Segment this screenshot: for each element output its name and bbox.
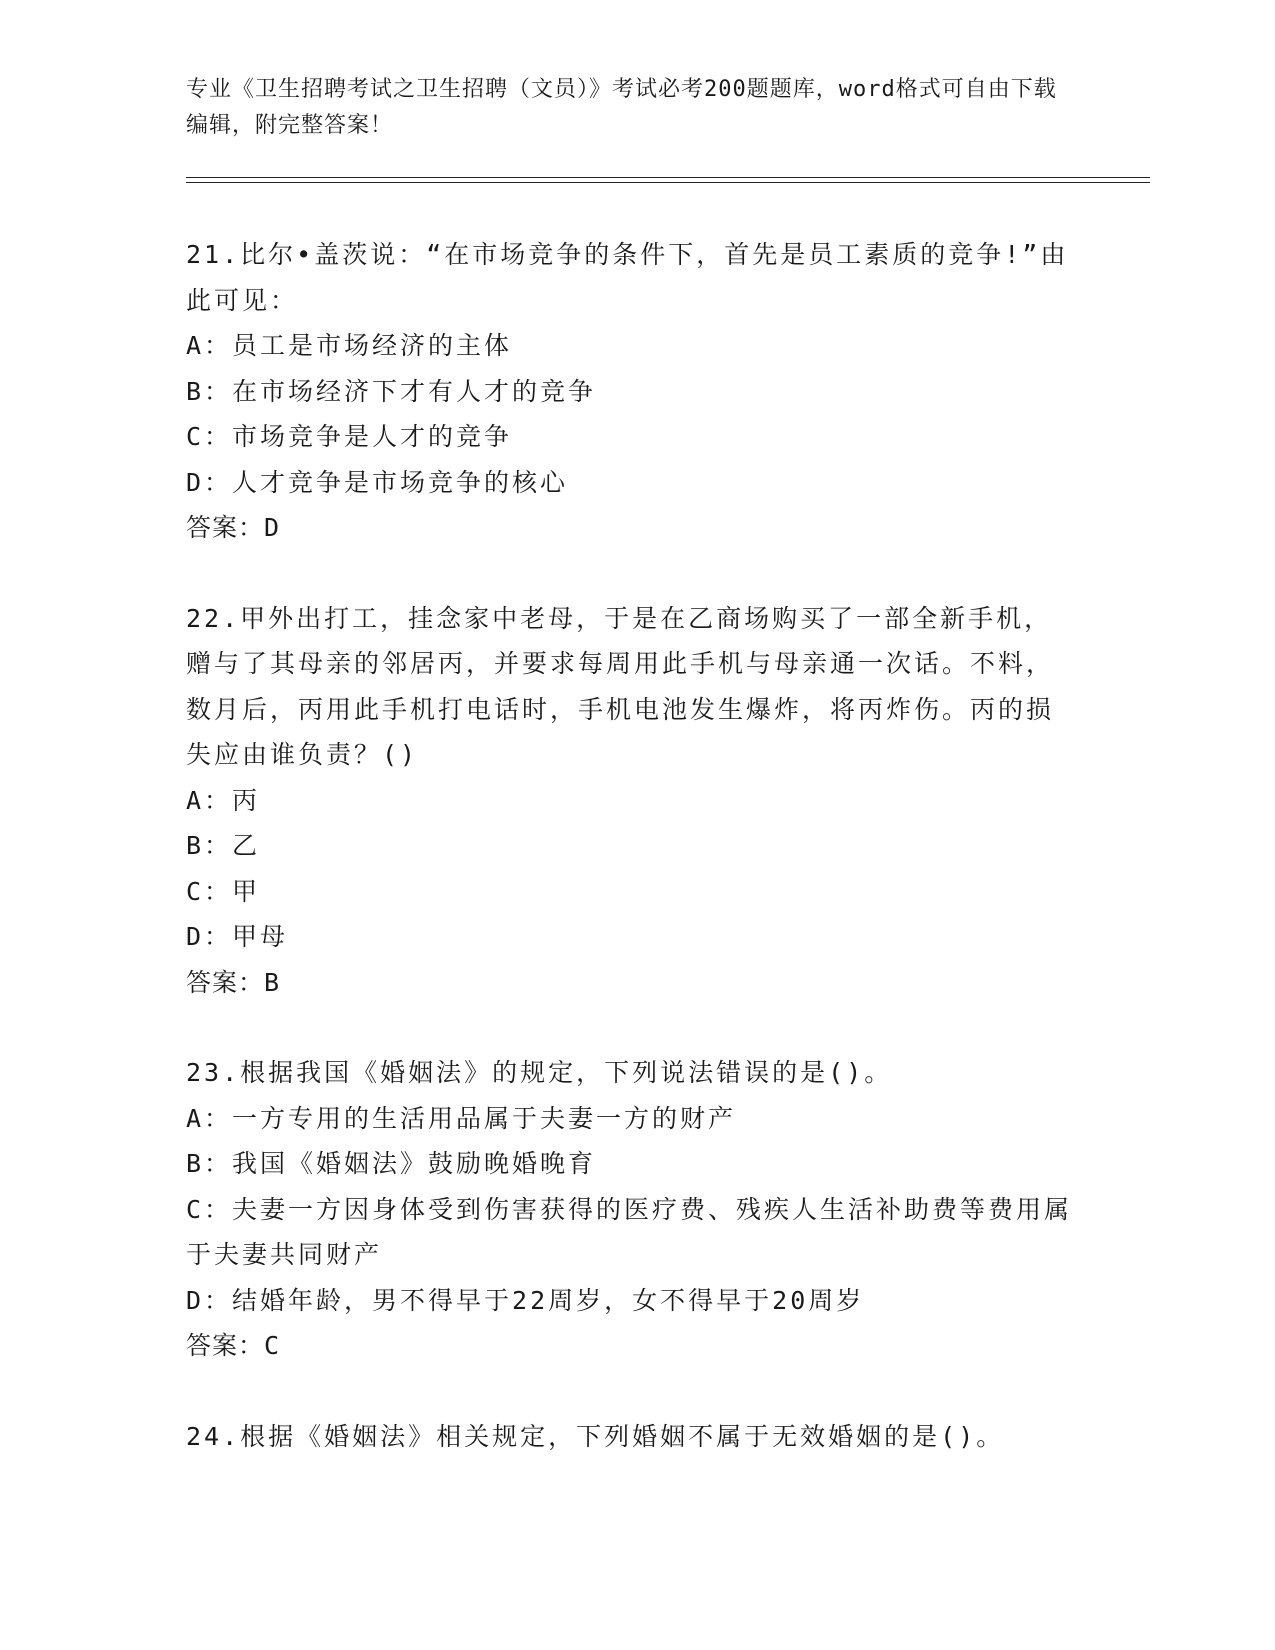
question-stem: 22.甲外出打工，挂念家中老母，于是在乙商场购买了一部全新手机，赠与了其母亲的邻居丙，并要求每周用此手机与母亲通一次话。不料，数月后，丙用此手机打电话时，手机电池发生爆炸，将丙炸伤。丙的损失应由谁负责？() xyxy=(186,603,1055,769)
option-a: A：一方专用的生活用品属于夫妻一方的财产 xyxy=(186,1103,737,1133)
question-stem: 23.根据我国《婚姻法》的规定，下列说法错误的是()。 xyxy=(186,1058,893,1087)
answer-value: D xyxy=(264,513,281,542)
answer-label: 答案： xyxy=(186,967,265,997)
option-b: B：我国《婚姻法》鼓励晚婚晚育 xyxy=(186,1149,597,1178)
option-d: D：人才竞争是市场竞争的核心 xyxy=(186,467,569,497)
answer-line xyxy=(186,505,1076,551)
question-24 xyxy=(186,1414,1076,1460)
answer-value: B xyxy=(264,967,281,997)
document-header: 专业《卫生招聘考试之卫生招聘（文员）》考试必考200题题库，word格式可自由下载编辑，附完整答案！ xyxy=(186,77,1057,138)
question-21 xyxy=(186,232,1076,551)
option-b: B：在市场经济下才有人才的竞争 xyxy=(186,376,597,406)
option-d: D：结婚年龄，男不得早于22周岁，女不得早于20周岁 xyxy=(186,1285,865,1315)
option-c: C：夫妻一方因身体受到伤害获得的医疗费、残疾人生活补助费等费用属于夫妻共同财产 xyxy=(186,1194,1073,1269)
question-22 xyxy=(186,596,1076,1006)
option-a: A：员工是市场经济的主体 xyxy=(186,331,513,360)
option-a: A：丙 xyxy=(186,785,261,815)
answer-label: 答案： xyxy=(186,1331,265,1360)
answer-line xyxy=(186,960,1076,1006)
answer-value: C xyxy=(264,1331,281,1360)
option-c: C：甲 xyxy=(186,876,261,906)
option-d: D：甲母 xyxy=(186,922,289,951)
option-b: B：乙 xyxy=(186,831,261,860)
question-list xyxy=(186,232,1076,1504)
header-divider-top xyxy=(186,177,1150,178)
header-divider-bottom xyxy=(186,182,1150,183)
answer-line xyxy=(186,1323,1076,1369)
option-c: C：市场竞争是人才的竞争 xyxy=(186,422,513,451)
question-23 xyxy=(186,1050,1076,1369)
answer-label: 答案： xyxy=(186,513,265,542)
question-stem: 24.根据《婚姻法》相关规定，下列婚姻不属于无效婚姻的是()。 xyxy=(186,1421,1005,1451)
question-stem: 21.比尔•盖茨说：“在市场竞争的条件下，首先是员工素质的竞争!”由此可见： xyxy=(186,240,1069,315)
